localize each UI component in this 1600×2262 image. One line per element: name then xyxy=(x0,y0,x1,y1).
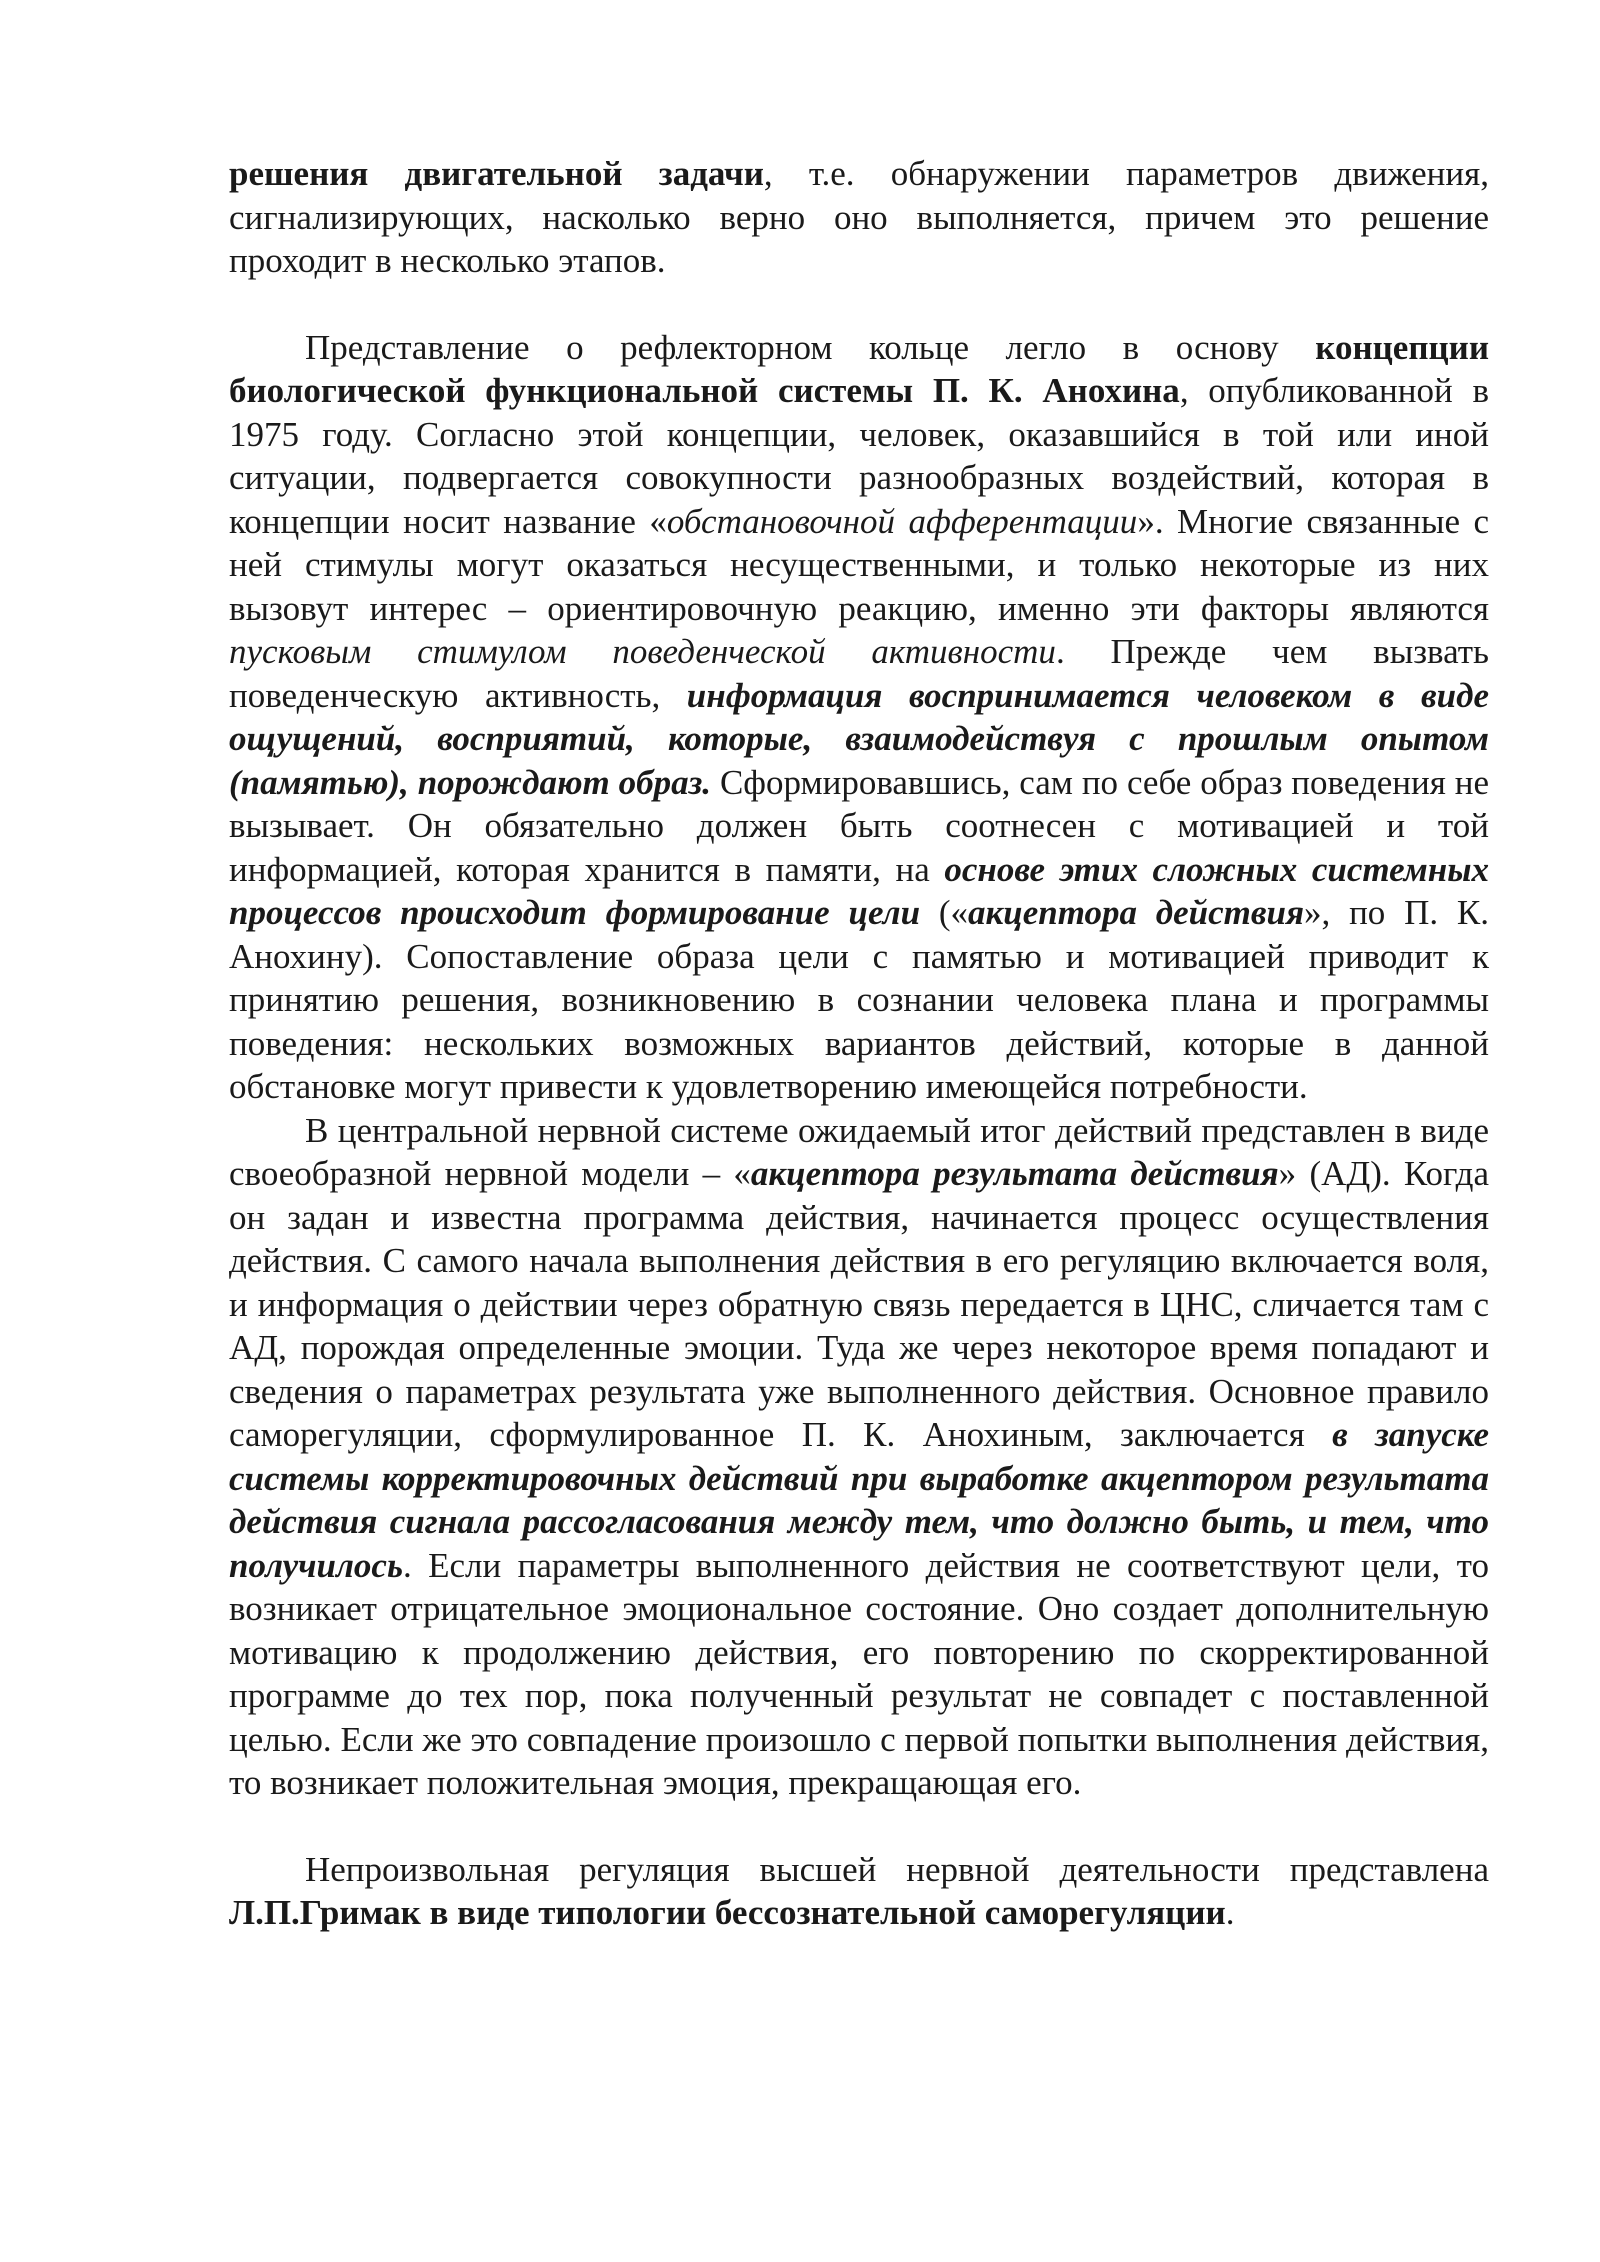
text-segment: обстановочной афферентации xyxy=(666,501,1138,541)
text-segment: концепции биологической функциональной системы П. К. Анохина xyxy=(229,327,1489,410)
text-segment: акцептора результата действия xyxy=(750,1154,1279,1193)
text-segment: . xyxy=(1225,1893,1235,1932)
text-segment: пусковым стимулом поведенческой активности xyxy=(229,632,1056,671)
text-segment: решения двигательной задачи xyxy=(229,154,764,193)
text-segment: информация воспринимается человеком в виде ощущений, восприятий, которые, взаимодействуя с прошлым опытом (памятью), порождают образ. xyxy=(229,675,1489,802)
text-segment: », по П. К. Анохину). Сопоставление образа цели с памятью и мотивацией приводит к принятию решения, возникновению в сознании человека плана и программы поведения: нескольких возможных вариантов действий, которые в данной обстановке могут привести к удовлетворению имеющейся потребности. xyxy=(229,893,1489,1106)
document-page xyxy=(229,152,1489,1935)
text-segment: В центральной нервной системе ожидаемый итог действий представлен в виде своеобразной нервной модели – « xyxy=(229,1110,1489,1193)
text-segment: , опубликованной в 1975 году. Согласно этой концепции, человек, оказавшийся в той или иной ситуации, подвергается совокупности разнообразных воздействий, которая в концепции носит название « xyxy=(229,371,1489,541)
text-segment: Непроизвольная регуляция высшей нервной деятельности представлена xyxy=(305,1849,1489,1889)
paragraph-2 xyxy=(229,326,1489,1109)
text-segment: акцептора действия xyxy=(968,893,1305,932)
text-segment: основе этих сложных системных процессов происходит формирование цели xyxy=(229,849,1489,932)
paragraph-3 xyxy=(229,1109,1489,1805)
text-segment: » (АД). Когда он задан и известна программа действия, начинается процесс осуществления действия. С самого начала выполнения действия в его регуляцию включается воля, и информация о действии через обратную связь передается в ЦНС, сличается там с АД, порождая определенные эмоции. Туда же через некоторое время попадают и сведения о параметрах результата уже выполненного действия. Основное правило саморегуляции, сформулированное П. К. Анохиным, заключается xyxy=(229,1154,1489,1454)
text-segment: в запуске системы корректировочных действий при выработке акцептором результата действия сигнала рассогласования между тем, что должно быть, и тем, что получилось xyxy=(229,1415,1490,1585)
text-segment: Л.П.Гримак в виде типологии бессознательной саморегуляции xyxy=(229,1893,1226,1932)
text-segment: . Прежде чем вызвать поведенческую активность, xyxy=(229,632,1489,715)
text-segment: , т.е. обнаружении параметров движения, сигнализирующих, насколько верно оно выполняется, причем это решение проходит в несколько этапов. xyxy=(229,154,1489,280)
text-segment: (« xyxy=(920,893,969,932)
text-segment: ». Многие связанные с ней стимулы могут оказаться несущественными, и только некоторые из них вызовут интерес – ориентировочную реакцию, именно эти факторы являются xyxy=(229,501,1489,628)
text-segment: Сформировавшись, сам по себе образ поведения не вызывает. Он обязательно должен быть соотнесен с мотивацией и той информацией, которая хранится в памяти, на xyxy=(229,762,1490,889)
paragraph-4 xyxy=(229,1848,1489,1935)
text-segment: . Если параметры выполненного действия не соответствуют цели, то возникает отрицательное эмоциональное состояние. Оно создает дополнительную мотивацию к продолжению действия, его повторению по скорректированной программе до тех пор, пока полученный результат не совпадет с поставленной целью. Если же это совпадение произошло с первой попытки выполнения действия, то возникает положительная эмоция, прекращающая его. xyxy=(229,1545,1489,1802)
text-segment: Представление о рефлекторном кольце легло в основу xyxy=(305,327,1316,367)
paragraph-1 xyxy=(229,152,1489,283)
